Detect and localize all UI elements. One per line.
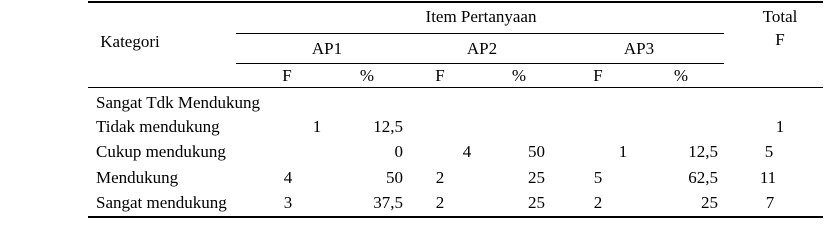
header-sub-ap3-f: F [593,66,603,85]
table-cell: 5 [593,168,603,187]
table-total: 11 [759,168,777,187]
row-label: Mendukung [96,168,179,187]
row-label: Cukup mendukung [96,142,226,161]
table-cell: 1 [312,117,322,136]
table-cell: 3 [283,193,293,212]
table-cell: 1 [618,142,628,161]
header-kategori: Kategori [100,32,160,51]
table-cell: 2 [435,168,445,187]
header-sub-ap2-pct: % [511,66,527,85]
table-cell: 2 [593,193,603,212]
table-cell: 12,5 [373,117,403,136]
header-group-ap2: AP2 [466,39,498,58]
row-label: Sangat Tdk Mendukung [96,93,261,112]
table-cell: 25 [528,168,545,187]
header-total-f: F [775,30,785,49]
table-total: 5 [764,142,774,161]
header-item-pertanyaan: Item Pertanyaan [425,7,537,26]
header-sub-ap3-pct: % [673,66,689,85]
table-cell: 25 [528,193,545,212]
table-cell: 25 [701,193,718,212]
header-sub-ap1-pct: % [359,66,375,85]
header-group-ap1: AP1 [311,39,343,58]
table-cell: 62,5 [688,168,718,187]
header-sub-ap2-f: F [435,66,445,85]
table-cell: 12,5 [688,142,718,161]
header-total: Total [762,7,798,26]
table-total: 7 [765,193,775,212]
table-cell: 50 [386,168,403,187]
table-cell: 4 [283,168,293,187]
row-label: Tidak mendukung [96,117,220,136]
table-cell: 50 [528,142,545,161]
row-label: Sangat mendukung [96,193,227,212]
header-sub-ap1-f: F [282,66,292,85]
top-rule [88,1,823,3]
header-group-ap3: AP3 [623,39,655,58]
table-cell: 0 [394,142,403,161]
table-cell: 37,5 [373,193,403,212]
group-rule [236,63,724,64]
table-cell: 2 [435,193,445,212]
header-bottom-rule [88,87,823,88]
table-cell: 4 [462,142,472,161]
bottom-rule [88,216,823,218]
item-pertanyaan-rule [236,33,724,34]
table-total: 1 [775,117,785,136]
